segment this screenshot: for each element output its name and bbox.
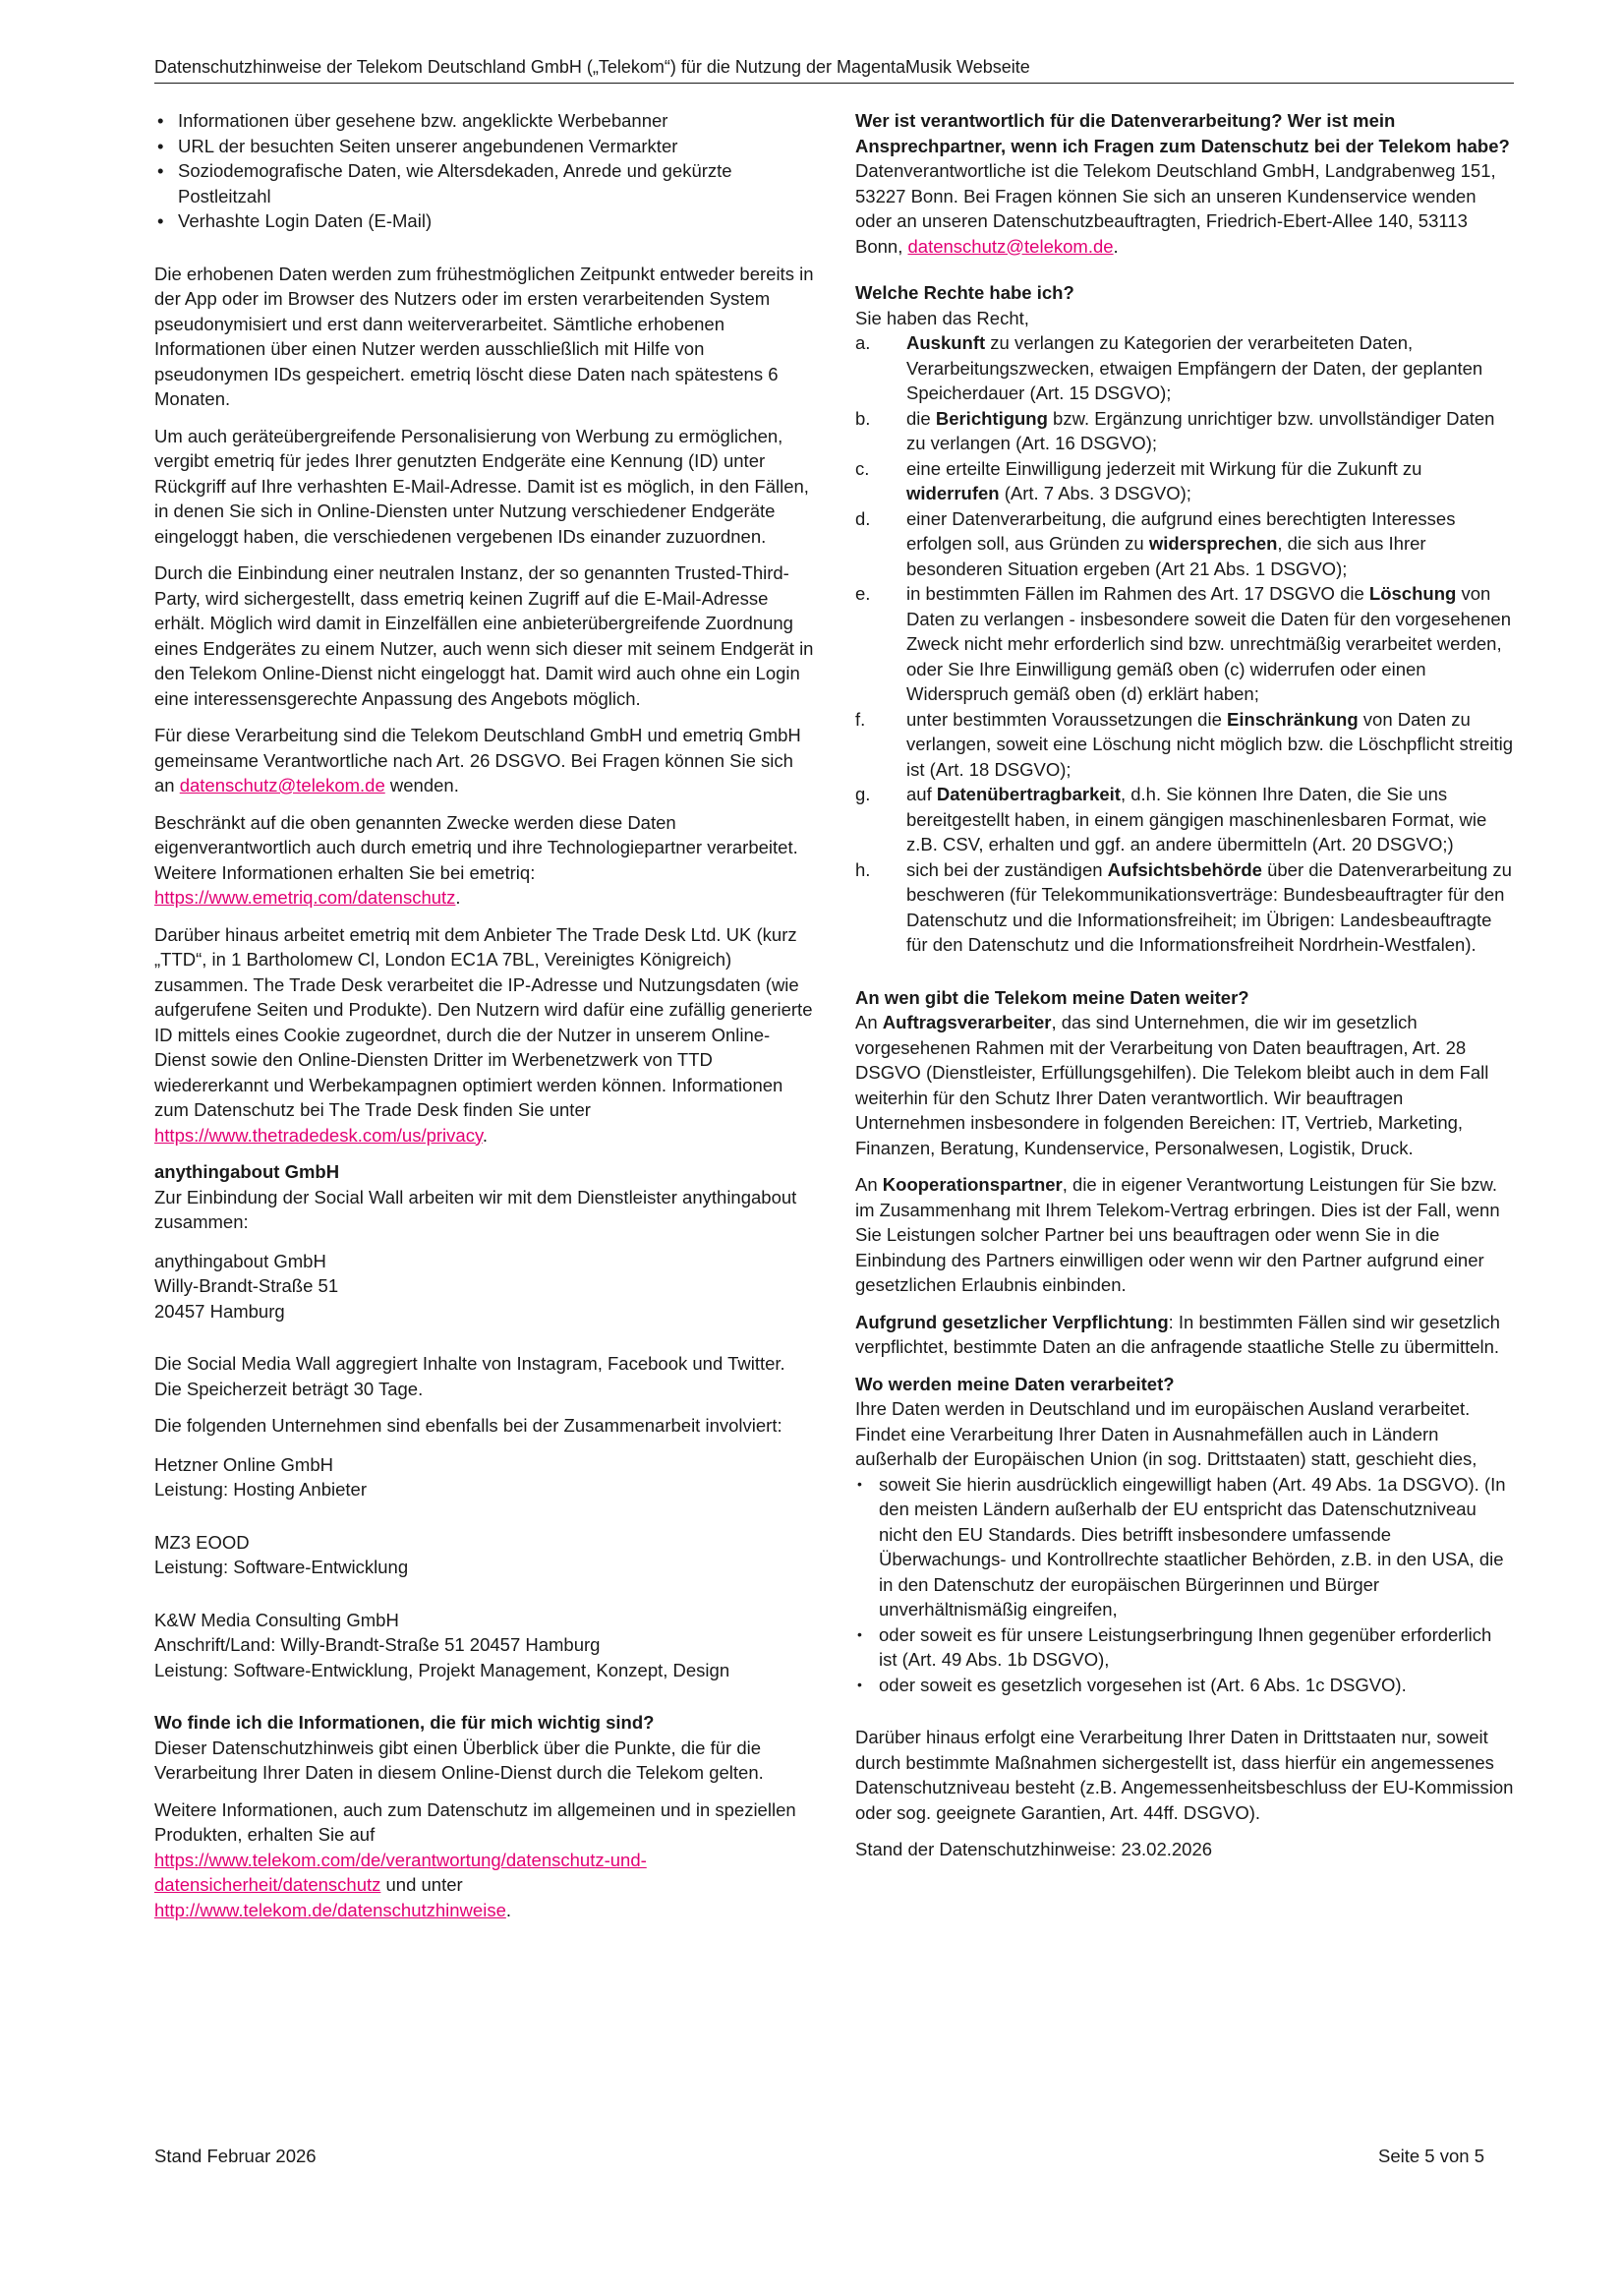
paragraph-geraeteuebergreifend: Um auch geräteübergreifende Personalisierung von Werbung zu ermöglichen, vergibt emetriq für jedes Ihrer genutzten Endgeräte eine Kennung (ID) unter Rückgriff auf Ihre verhashten E-Mail-Adresse. Damit ist es möglich, in den Fällen, in denen Sie sich in Online-Diensten unter Nutzung verschiedener Endgeräte eingeloggt haben, die verschiedenen vergebenen IDs einander zuzuordnen. (154, 425, 809, 547)
data-bullet-list (154, 108, 815, 234)
verantwortlich-heading: Wer ist verantwortlich für die Datenverarbeitung? Wer ist mein Ansprechpartner, wenn ich Fragen zum Datenschutz bei der Telekom habe? (855, 110, 1510, 156)
page-header: Datenschutzhinweise der Telekom Deutschland GmbH („Telekom“) für die Nutzung der MagentaMusik Webseite (154, 57, 1514, 84)
tradedesk-link[interactable]: https://www.thetradedesk.com/us/privacy (154, 1124, 483, 1146)
footer-page-number: Seite 5 von 5 (1378, 2146, 1484, 2166)
anything-intro: Zur Einbindung der Social Wall arbeiten wir mit dem Dienstleister anythingabout zusammen: (154, 1186, 797, 1232)
right-column (855, 108, 1514, 1874)
companies-intro: Die folgenden Unternehmen sind ebenfalls bei der Zusammenarbeit involviert: (154, 1415, 782, 1436)
paragraph-emetriq: Beschränkt auf die oben genannten Zwecke werden diese Daten eigenverantwortlich auch durch emetriq und ihre Technologiepartner verarbeitet. Weitere Informationen erhalten Sie bei emetriq: https://www.emetriq.com/datenschutz. (154, 811, 798, 908)
rights-list (855, 330, 1514, 958)
list-item: • oder soweit es für unsere Leistungserbringung Ihnen gegenüber erforderlich ist (Art. 49 Abs. 1b DSGVO), (855, 1622, 1514, 1673)
weitergabe-heading: An wen gibt die Telekom meine Daten weiter? (855, 986, 1249, 1008)
left-column (154, 108, 815, 1934)
list-item: f. unter bestimmten Voraussetzungen die Einschränkung von Daten zu verlangen, soweit eine Löschung nicht möglich bzw. die Löschpflicht streitig ist (Art. 18 DSGVO); (855, 708, 1514, 780)
wo-finde-heading: Wo finde ich die Informationen, die für mich wichtig sind? (154, 1712, 655, 1733)
anything-address: anythingabout GmbH Willy-Brandt-Straße 51 20457 Hamburg (154, 1250, 339, 1322)
anything-heading: anythingabout GmbH (154, 1161, 340, 1182)
paragraph-pseudonymisierung: Die erhobenen Daten werden zum frühestmöglichen Zeitpunkt entweder bereits in der App oder im Browser des Nutzers oder im ersten verarbeitenden System pseudonymisiert und erst dann weiterverarbeitet. Sämtliche erhobenen Informationen über einen Nutzer werden ausschließlich mit Hilfe von pseudonymen IDs gespeichert. emetriq löscht diese Daten nach spätestens 6 Monaten. (154, 263, 814, 409)
footer-stand: Stand Februar 2026 (154, 2146, 317, 2166)
stand-datenschutzhinweise: Stand der Datenschutzhinweise: 23.02.2026 (855, 1839, 1213, 1859)
drittstaaten-text: Darüber hinaus erfolgt eine Verarbeitung Ihrer Daten in Drittstaaten nur, soweit durch bestimmte Maßnahmen sichergestellt ist, dass hierfür ein angemessenes Datenschutzniveau besteht (z.B. Angemessenheitsbeschluss der EU-Kommission oder sog. geeignete Garantien, Art. 44ff. DSGVO). (855, 1727, 1514, 1823)
paragraph-trusted-third-party: Durch die Einbindung einer neutralen Instanz, der so genannten Trusted-Third-Party, wird sichergestellt, dass emetriq keinen Zugriff auf die E-Mail-Adresse erhält. Möglich wird damit in Einzelfällen eine anbieterübergreifende Zuordnung eines Endgerätes zu einem Nutzer, auch wenn sich dieser mit seinem Endgerät in den Telekom Online-Dienst nicht eingeloggt hat. Damit wird auch ohne ein Login eine interessensgerechte Anpassung des Angebots möglich. (154, 562, 814, 709)
list-item: • Soziodemografische Daten, wie Altersdekaden, Anrede und gekürzte Postleitzahl (154, 158, 815, 208)
list-item: e. in bestimmten Fällen im Rahmen des Art. 17 DSGVO die Löschung von Daten zu verlangen - insbesondere soweit die Daten für den vorgesehenen Zweck nicht mehr erforderlich sind bzw. unrechtmäßig verarbeitet werden, oder Sie Ihre Einwilligung gemäß oben (c) widerrufen oder einen Widerspruch gemäß oben (d) erklärt haben; (855, 583, 1512, 704)
list-item: c. eine erteilte Einwilligung jederzeit mit Wirkung für die Zukunft zu widerrufen (Art. 7 Abs. 3 DSGVO); (855, 457, 1422, 503)
paragraph-gemeinsame-verantwortliche: Für diese Verarbeitung sind die Telekom Deutschland GmbH und emetriq GmbH gemeinsame Verantwortliche nach Art. 26 DSGVO. Bei Fragen können Sie sich an datenschutz@telekom.de wenden. (154, 725, 801, 795)
email-link[interactable]: datenschutz@telekom.de (907, 235, 1114, 257)
telekom-datenschutzhinweise-link[interactable]: http://www.telekom.de/datenschutzhinweise (154, 1899, 506, 1920)
list-item: • oder soweit es gesetzlich vorgesehen ist (Art. 6 Abs. 1c DSGVO). (855, 1673, 1514, 1698)
list-item: h. sich bei der zuständigen Aufsichtsbehörde über die Datenverarbeitung zu beschweren (für Telekommunikationsverträge: Bundesbeauftragter für den Datenschutz und die Informationsfreiheit; im Übrigen: Landesbeauftragte für den Datenschutz und die Informationsfreiheit Nordrhein-Westfalen). (855, 858, 1512, 955)
company-kw: K&W Media Consulting GmbH Anschrift/Land: Willy-Brandt-Straße 51 20457 Hamburg Leistung: Software-Entwicklung, Projekt Management, Konzept, Design (154, 1609, 730, 1680)
social-wall-text: Die Social Media Wall aggregiert Inhalte von Instagram, Facebook und Twitter. Die Speicherzeit beträgt 30 Tage. (154, 1353, 785, 1399)
company-hetzner: Hetzner Online GmbH Leistung: Hosting Anbieter (154, 1453, 367, 1500)
company-mz3: MZ3 EOOD Leistung: Software-Entwicklung (154, 1531, 409, 1577)
list-item: • URL der besuchten Seiten unserer angebundenen Vermarkter (154, 134, 815, 159)
list-item: a. Auskunft zu verlangen zu Kategorien der verarbeiteten Daten, Verarbeitungszwecken, etwaigen Empfängern der Daten, der geplanten Speicherdauer (Art. 15 DSGVO); (855, 332, 1483, 403)
paragraph-trade-desk: Darüber hinaus arbeitet emetriq mit dem Anbieter The Trade Desk Ltd. UK (kurz „TTD“, in 1 Bartholomew Cl, London EC1A 7BL, Vereinigtes Königreich) zusammen. The Trade Desk verarbeitet die IP-Adresse und Nutzungsdaten (wie aufgerufene Seiten und Produkte). Den Nutzern wird dafür eine zufällig generierte ID mittels eines Cookie zugeordnet, durch die der Nutzer in unserem Online-Dienst sowie den Online-Diensten Dritter im Werbenetzwerk von TTD wiedererkannt und Werbekampagnen optimiert werden können. Informationen zum Datenschutz bei The Trade Desk finden Sie unter https://www.thetradedesk.com/us/privacy. (154, 923, 813, 1146)
list-item: • soweit Sie hierin ausdrücklich eingewilligt haben (Art. 49 Abs. 1a DSGVO). (In den meisten Ländern außerhalb der EU entspricht das Datenschutzniveau nicht den EU Standards. Dies betrifft insbesondere umfassende Überwachungs- und Kontrollrechte staatlicher Behörden, z.B. in den USA, die in den Datenschutz der europäischen Bürgerinnen und Bürger unverhältnismäßig eingreifen, (855, 1472, 1514, 1622)
list-item: d. einer Datenverarbeitung, die aufgrund eines berechtigten Interesses erfolgen soll, aus Gründen zu widersprechen, die sich aus Ihrer besonderen Situation ergeben (Art 21 Abs. 1 DSGVO); (855, 507, 1456, 579)
email-link[interactable]: datenschutz@telekom.de (179, 775, 385, 795)
list-item: • Informationen über gesehene bzw. angeklickte Werbebanner (154, 108, 815, 134)
rechte-heading: Welche Rechte habe ich? (855, 282, 1074, 303)
list-item: g. auf Datenübertragbarkeit, d.h. Sie können Ihre Daten, die Sie uns bereitgestellt haben, in einem gängigen maschinenlesbaren Format, wie z.B. CSV, erhalten und ggf. an andere übermitteln (Art. 20 DSGVO;) (855, 784, 1487, 854)
auftragsverarbeiter-text: An Auftragsverarbeiter, das sind Unternehmen, die wir im gesetzlich vorgesehenen Rahmen mit der Verarbeitung von Daten beauftragen, Art. 28 DSGVO (Dienstleister, Erfüllungsgehilfen). Die Telekom bleibt auch in dem Fall weiterhin für den Schutz Ihrer Daten verantwortlich. Wir beauftragen Unternehmen insbesondere in folgenden Bereichen: IT, Vertrieb, Marketing, Finanzen, Beratung, Kundenservice, Personalwesen, Logistik, Druck. (855, 1012, 1489, 1158)
telekom-datenschutz-link[interactable]: https://www.telekom.com/de/verantwortung/datenschutz-und-datensicherheit/datenschutz (154, 1849, 647, 1895)
drittstaaten-list (855, 1472, 1514, 1698)
list-item: b. die Berichtigung bzw. Ergänzung unrichtiger bzw. unvollständiger Daten zu verlangen (Art. 16 DSGVO); (855, 407, 1495, 453)
weitere-informationen: Weitere Informationen, auch zum Datenschutz im allgemeinen und in speziellen Produkten, erhalten Sie auf https://www.telekom.com/de/verantwortung/datenschutz-und-datensicherheit/datenschutz und unter http://www.telekom.de/datenschutzhinweise. (154, 1798, 796, 1920)
rechte-intro: Sie haben das Recht, (855, 307, 1029, 328)
gesetzliche-verpflichtung-text: Aufgrund gesetzlicher Verpflichtung: In bestimmten Fällen sind wir gesetzlich verpflichtet, bestimmte Daten an die anfragende staatliche Stelle zu übermitteln. (855, 1311, 1500, 1357)
kooperationspartner-text: An Kooperationspartner, die in eigener Verantwortung Leistungen für Sie bzw. im Zusammenhang mit Ihrem Telekom-Vertrag erbringen. Dies ist der Fall, wenn Sie Leistungen solcher Partner bei uns beauftragen oder wenn Sie in die Einbindung des Partners einwilligen oder wenn wir den Partner aufgrund einer gesetzlichen Erlaubnis einbinden. (855, 1174, 1500, 1295)
verantwortlich-text: Datenverantwortliche ist die Telekom Deutschland GmbH, Landgrabenweg 151, 53227 Bonn. Bei Fragen können Sie sich an unseren Kundenservice wenden oder an unseren Datenschutzbeauftragten, Friedrich-Ebert-Allee 140, 53113 Bonn, datenschutz@telekom.de. (855, 160, 1496, 257)
wo-finde-text: Dieser Datenschutzhinweis gibt einen Überblick über die Punkte, die für die Verarbeitung Ihrer Daten in diesem Online-Dienst durch die Telekom gelten. (154, 1737, 764, 1783)
wo-verarbeitet-text: Ihre Daten werden in Deutschland und im europäischen Ausland verarbeitet. Findet eine Verarbeitung Ihrer Daten in Ausnahmefällen auch in Ländern außerhalb der Europäischen Union (in sog. Drittstaaten) statt, geschieht dies, (855, 1398, 1477, 1469)
list-item: • Verhashte Login Daten (E-Mail) (154, 208, 815, 234)
wo-verarbeitet-heading: Wo werden meine Daten verarbeitet? (855, 1373, 1175, 1394)
emetriq-link[interactable]: https://www.emetriq.com/datenschutz (154, 887, 456, 908)
